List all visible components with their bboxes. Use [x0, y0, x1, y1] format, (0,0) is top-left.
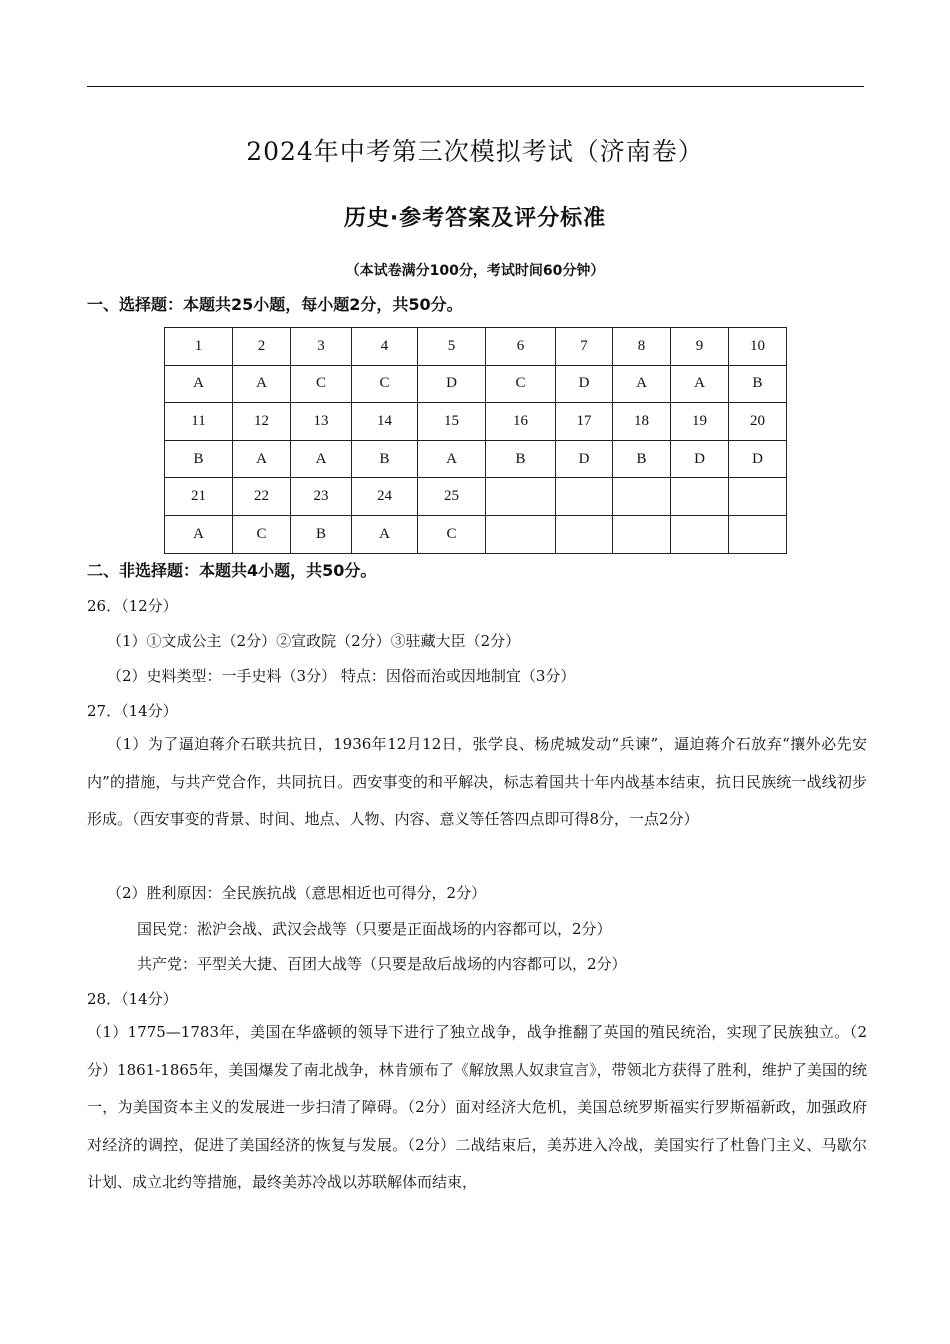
header-rule	[87, 86, 864, 87]
table-cell: 23	[291, 478, 352, 516]
q26-answer-2: （2）史料类型：一手史料（3分） 特点：因俗而治或因地制宜（3分）	[107, 667, 576, 685]
table-cell: D	[418, 365, 486, 403]
table-cell: 21	[165, 478, 233, 516]
table-cell: C	[486, 365, 556, 403]
table-cell: 24	[352, 478, 418, 516]
exam-note: （本试卷满分100分，考试时间60分钟）	[345, 263, 605, 279]
table-cell: 11	[165, 403, 233, 441]
table-cell: 22	[233, 478, 291, 516]
table-cell: A	[671, 365, 729, 403]
table-cell	[613, 478, 671, 516]
q26-title: 26．（12分）	[87, 597, 178, 615]
table-cell: B	[613, 440, 671, 478]
table-cell	[729, 478, 787, 516]
table-cell: 4	[352, 328, 418, 366]
table-cell: 13	[291, 403, 352, 441]
table-cell: C	[291, 365, 352, 403]
table-cell: D	[671, 440, 729, 478]
table-cell: 3	[291, 328, 352, 366]
q28-title: 28．（14分）	[87, 990, 178, 1008]
section1-heading: 一、选择题：本题共25小题，每小题2分，共50分。	[87, 295, 463, 314]
table-row	[165, 403, 787, 441]
table-cell: B	[729, 365, 787, 403]
q26-answer-1: （1）①文成公主（2分）②宣政院（2分）③驻藏大臣（2分）	[107, 632, 521, 650]
table-row	[165, 515, 787, 553]
table-cell: B	[486, 440, 556, 478]
table-cell: 15	[418, 403, 486, 441]
table-cell: 2	[233, 328, 291, 366]
table-cell	[556, 478, 613, 516]
answer-table	[164, 327, 787, 554]
table-cell: 16	[486, 403, 556, 441]
table-cell: A	[165, 515, 233, 553]
table-cell	[613, 515, 671, 553]
q27-answer-1: （1）为了逼迫蒋介石联共抗日，1936年12月12日，张学良、杨虎城发动“兵谏”，逼迫蒋介石放弃“攘外必先安内”的措施，与共产党合作，共同抗日。西安事变的和平解决，标志着国共十年内战基本结束，抗日民族统一战线初步形成。（西安事变的背景、时间、地点、人物、内容、意义等任答四点即可得8分，一点2分）	[87, 735, 867, 829]
table-cell: 18	[613, 403, 671, 441]
table-cell: A	[233, 365, 291, 403]
table-cell: C	[233, 515, 291, 553]
table-cell	[486, 515, 556, 553]
table-cell: A	[352, 515, 418, 553]
table-cell: B	[352, 440, 418, 478]
answer-table-body	[165, 328, 787, 554]
table-cell	[671, 515, 729, 553]
table-cell: D	[556, 440, 613, 478]
table-cell: 5	[418, 328, 486, 366]
table-cell: 12	[233, 403, 291, 441]
table-row	[165, 328, 787, 366]
table-cell	[556, 515, 613, 553]
table-cell: 14	[352, 403, 418, 441]
table-cell	[729, 515, 787, 553]
table-cell: D	[556, 365, 613, 403]
q28-answer-1: （1）1775—1783年，美国在华盛顿的领导下进行了独立战争，战争推翻了英国的殖民统治，实现了民族独立。（2分）1861-1865年，美国爆发了南北战争，林肯颁布了《解放黑人奴隶宣言》，带领北方获得了胜利，维护了美国的统一，为美国资本主义的发展进一步扫清了障碍。（2分）面对经济大危机，美国总统罗斯福实行罗斯福新政，加强政府对经济的调控，促进了美国经济的恢复与发展。（2分）二战结束后，美苏进入冷战，美国实行了杜鲁门主义、马歇尔计划、成立北约等措施，最终美苏冷战以苏联解体而结束，	[87, 1023, 867, 1192]
q27-title: 27．（14分）	[87, 702, 178, 720]
table-cell: 1	[165, 328, 233, 366]
table-cell: C	[352, 365, 418, 403]
table-cell: 6	[486, 328, 556, 366]
page-subtitle: 历史·参考答案及评分标准	[343, 206, 607, 231]
table-cell: A	[291, 440, 352, 478]
q27-answer-4: 共产党：平型关大捷、百团大战等（只要是敌后战场的内容都可以，2分）	[137, 955, 627, 973]
table-cell: A	[418, 440, 486, 478]
table-cell: A	[165, 365, 233, 403]
table-cell: 9	[671, 328, 729, 366]
table-cell: D	[729, 440, 787, 478]
table-row	[165, 440, 787, 478]
table-cell: 10	[729, 328, 787, 366]
page-title: 2024年中考第三次模拟考试（济南卷）	[246, 137, 704, 166]
table-cell: B	[165, 440, 233, 478]
q27-answer-2: （2）胜利原因：全民族抗战（意思相近也可得分，2分）	[107, 884, 487, 902]
table-cell: C	[418, 515, 486, 553]
table-cell: A	[613, 365, 671, 403]
section2-heading: 二、非选择题：本题共4小题，共50分。	[87, 561, 377, 580]
table-row	[165, 478, 787, 516]
table-cell: 8	[613, 328, 671, 366]
table-cell: A	[233, 440, 291, 478]
table-cell: 20	[729, 403, 787, 441]
table-cell: 19	[671, 403, 729, 441]
table-cell	[486, 478, 556, 516]
table-row	[165, 365, 787, 403]
table-cell	[671, 478, 729, 516]
table-cell: B	[291, 515, 352, 553]
table-cell: 17	[556, 403, 613, 441]
table-cell: 7	[556, 328, 613, 366]
table-cell: 25	[418, 478, 486, 516]
q27-answer-3: 国民党：淞沪会战、武汉会战等（只要是正面战场的内容都可以，2分）	[137, 920, 612, 938]
